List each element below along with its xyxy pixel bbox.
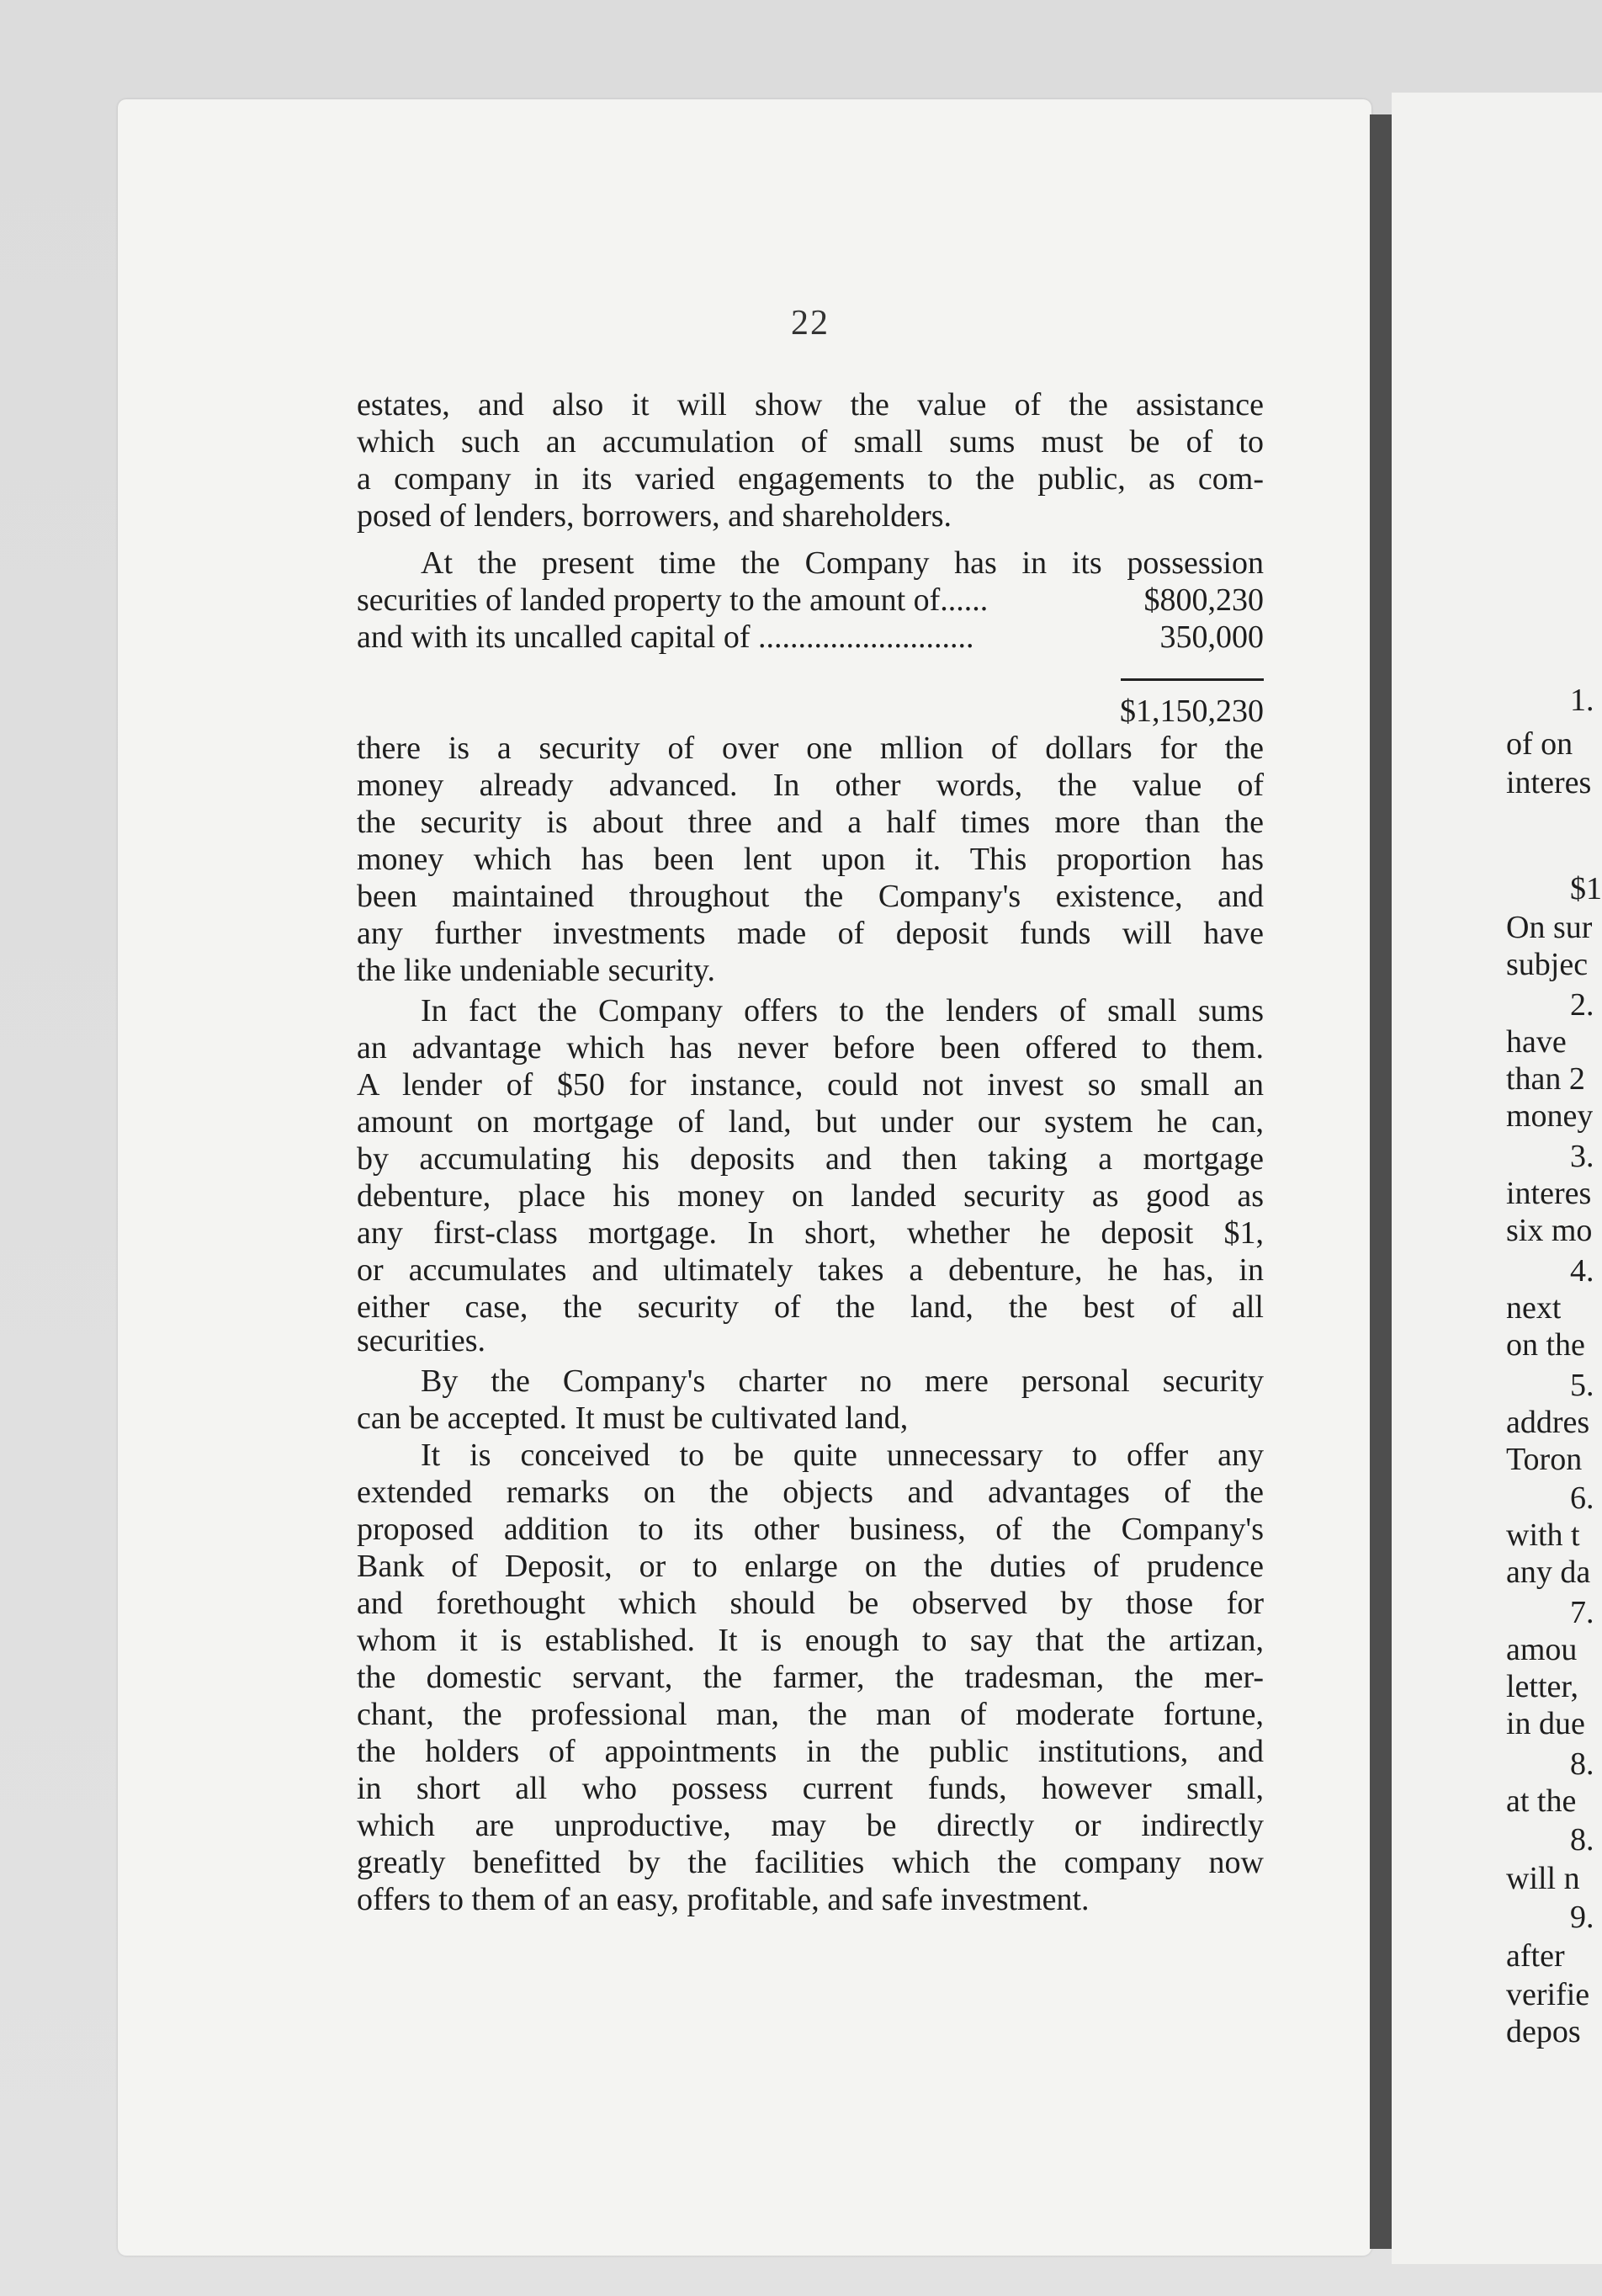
right-text-fragment: next (1506, 1290, 1562, 1326)
text-line: Bank of Deposit, or to enlarge on the duties of prudence (357, 1549, 1264, 1584)
right-text-fragment: money (1506, 1098, 1594, 1134)
text-line: can be accepted. It must be cultivated land, (357, 1400, 909, 1436)
right-text-fragment: 4. (1570, 1253, 1594, 1289)
text-line: posed of lenders, borrowers, and shareholders. (357, 498, 952, 534)
securities-value: $800,230 (1143, 582, 1264, 618)
right-text-fragment: with t (1506, 1517, 1580, 1553)
right-text-fragment: depos (1506, 2014, 1581, 2049)
book-gutter (1370, 114, 1392, 2249)
right-text-fragment: of on (1506, 726, 1573, 762)
text-line: In fact the Company offers to the lenders of small sums (421, 993, 1264, 1028)
text-line: At the present time the Company has in its possession (421, 545, 1264, 581)
right-text-fragment: 9. (1570, 1900, 1594, 1935)
text-line: or accumulates and ultimately takes a debenture, he has, in (357, 1252, 1264, 1288)
text-line: the security is about three and a half times more than the (357, 805, 1264, 840)
text-line: in short all who possess current funds, however small, (357, 1771, 1264, 1806)
right-text-fragment: amou (1506, 1632, 1578, 1667)
right-text-fragment: have (1506, 1024, 1567, 1060)
text-line: extended remarks on the objects and advantages of the (357, 1475, 1264, 1510)
text-line: a company in its varied engagements to the public, as com- (357, 461, 1264, 497)
securities-row-landed-property (357, 579, 1264, 621)
right-text-fragment: On sur (1506, 910, 1593, 945)
right-text-fragment: addres (1506, 1405, 1590, 1440)
sum-rule (1121, 678, 1264, 681)
text-line: A lender of $50 for instance, could not invest so small an (357, 1067, 1264, 1103)
text-line: money which has been lent upon it. This proportion has (357, 842, 1264, 877)
right-text-fragment: 2. (1570, 987, 1594, 1023)
right-text-fragment: 3. (1570, 1139, 1594, 1174)
securities-value: 350,000 (1159, 619, 1264, 655)
right-text-fragment: will n (1506, 1861, 1580, 1896)
right-text-fragment: Toron (1506, 1442, 1583, 1477)
right-text-fragment: $1 (1570, 871, 1602, 906)
text-line: amount on mortgage of land, but under our system he can, (357, 1104, 1264, 1140)
text-line: By the Company's charter no mere personal security (421, 1363, 1264, 1399)
securities-total: $1,150,230 (1120, 694, 1264, 729)
right-text-fragment: subjec (1506, 947, 1589, 982)
text-line: the holders of appointments in the public institutions, and (357, 1734, 1264, 1769)
right-text-fragment: interes (1506, 1176, 1592, 1211)
text-line: offers to them of an easy, profitable, and safe investment. (357, 1882, 1090, 1917)
text-line: money already advanced. In other words, the value of (357, 768, 1264, 803)
right-text-fragment: 5. (1570, 1368, 1594, 1403)
right-text-fragment: at the (1506, 1783, 1577, 1819)
right-text-fragment: verifie (1506, 1977, 1590, 2012)
right-text-fragment: any da (1506, 1555, 1591, 1590)
text-line: the domestic servant, the farmer, the tradesman, the mer- (357, 1660, 1264, 1695)
text-line: proposed addition to its other business, of the Company's (357, 1512, 1264, 1547)
right-text-fragment: on the (1506, 1327, 1585, 1363)
right-text-fragment: after (1506, 1938, 1565, 1974)
text-line: an advantage which has never before been offered to them. (357, 1030, 1264, 1066)
right-text-fragment: than 2 (1506, 1061, 1585, 1097)
text-line: estates, and also it will show the value of the assistance (357, 387, 1264, 423)
text-line: any further investments made of deposit funds will have (357, 916, 1264, 951)
page-number: 22 (791, 304, 830, 343)
text-line: which such an accumulation of small sums must be of to (357, 424, 1264, 460)
right-text-fragment: 7. (1570, 1595, 1594, 1630)
securities-total-row (357, 690, 1264, 732)
securities-label: securities of landed property to the amount of...... (357, 582, 989, 618)
securities-row-uncalled-capital (357, 616, 1264, 658)
right-text-fragment: 8. (1570, 1746, 1594, 1782)
text-line: greatly benefitted by the facilities which the company now (357, 1845, 1264, 1880)
text-line: It is conceived to be quite unnecessary to offer any (421, 1438, 1264, 1473)
right-text-fragment: 1. (1570, 683, 1594, 718)
text-line: any first-class mortgage. In short, whether he deposit $1, (357, 1215, 1264, 1251)
right-text-fragment: letter, (1506, 1669, 1579, 1704)
text-line: been maintained throughout the Company's existence, and (357, 879, 1264, 914)
right-text-fragment: interes (1506, 765, 1592, 800)
text-line: the like undeniable security. (357, 953, 715, 988)
right-text-fragment: 6. (1570, 1480, 1594, 1516)
text-line: either case, the security of the land, the best of all (357, 1289, 1264, 1325)
text-line: there is a security of over one mllion of dollars for the (357, 731, 1264, 766)
text-line: which are unproductive, may be directly or indirectly (357, 1808, 1264, 1843)
text-line: debenture, place his money on landed security as good as (357, 1178, 1264, 1214)
text-line: and forethought which should be observed by those for (357, 1586, 1264, 1621)
right-text-fragment: six mo (1506, 1213, 1593, 1248)
right-text-fragment: 8. (1570, 1822, 1594, 1858)
text-line: by accumulating his deposits and then taking a mortgage (357, 1141, 1264, 1177)
right-text-fragment: in due (1506, 1706, 1585, 1741)
text-line: securities. (357, 1323, 486, 1358)
text-line: chant, the professional man, the man of moderate fortune, (357, 1697, 1264, 1732)
text-line: whom it is established. It is enough to say that the artizan, (357, 1623, 1264, 1658)
securities-label: and with its uncalled capital of ........................... (357, 619, 974, 655)
